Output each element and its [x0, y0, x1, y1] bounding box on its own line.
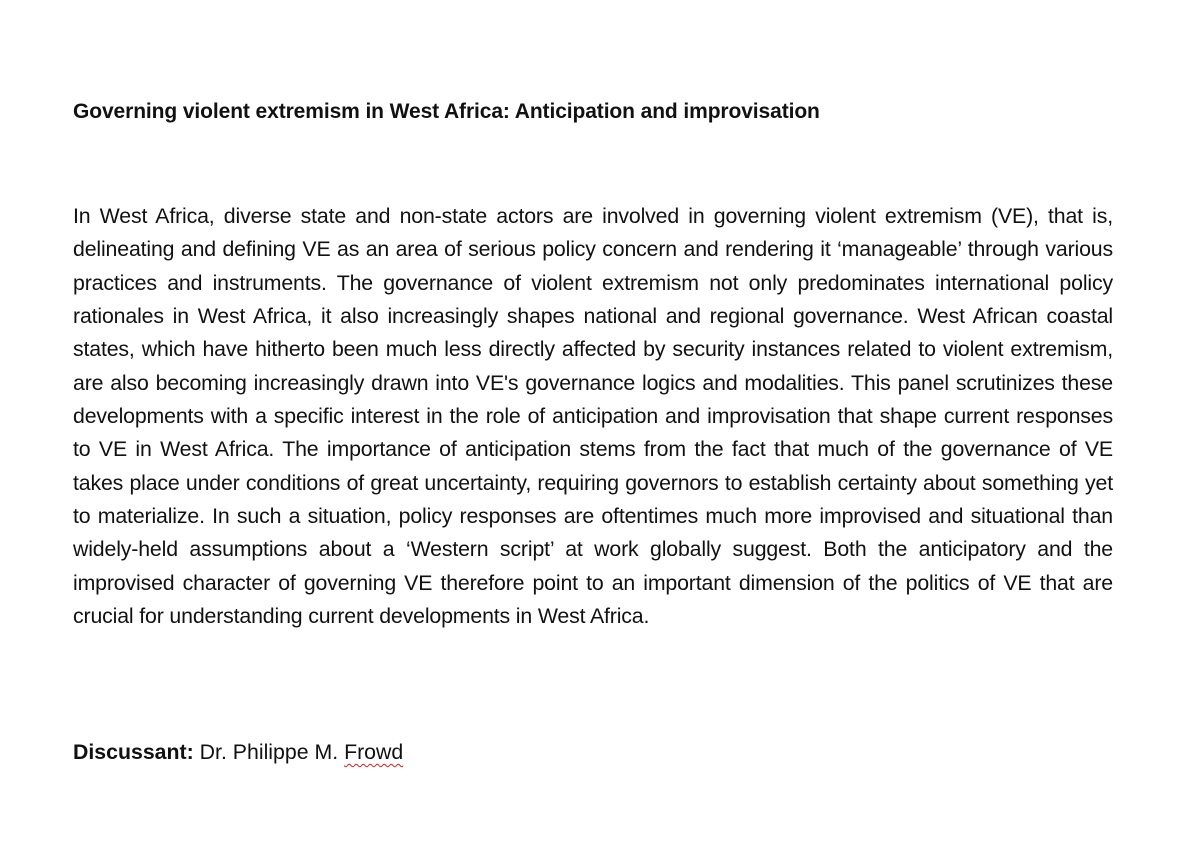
discussant-label: Discussant: [73, 740, 194, 764]
discussant-line [73, 737, 403, 767]
discussant-name-prefix: Dr. Philippe M. [199, 740, 345, 764]
abstract-paragraph[interactable]: In West Africa, diverse state and non-state actors are involved in governing violent extremism (VE), that is, delineating and defining VE as an area of serious policy concern and rendering it ‘manageable’ through various practices and instruments. The governance of violent extremism not only predominates international policy rationales in West Africa, it also increasingly shapes national and regional governance. West African coastal states, which have hitherto been much less directly affected by security instances related to violent extremism, are also becoming increasingly drawn into VE's governance logics and modalities. This panel scrutinizes these developments with a specific interest in the role of anticipation and improvisation that shape current responses to VE in West Africa. The importance of anticipation stems from the fact that much of the governance of VE takes place under conditions of great uncertainty, requiring governors to establish certainty about something yet to materialize. In such a situation, policy responses are oftentimes much more improvised and situational than widely-held assumptions about a ‘Western script’ at work globally suggest. Both the anticipatory and the improvised character of governing VE therefore point to an important dimension of the politics of VE that are crucial for understanding current developments in West Africa. [73, 204, 1113, 629]
discussant-surname-spellcheck[interactable]: Frowd [344, 740, 404, 764]
document-title: Governing violent extremism in West Africa: Anticipation and improvisation [73, 100, 820, 123]
